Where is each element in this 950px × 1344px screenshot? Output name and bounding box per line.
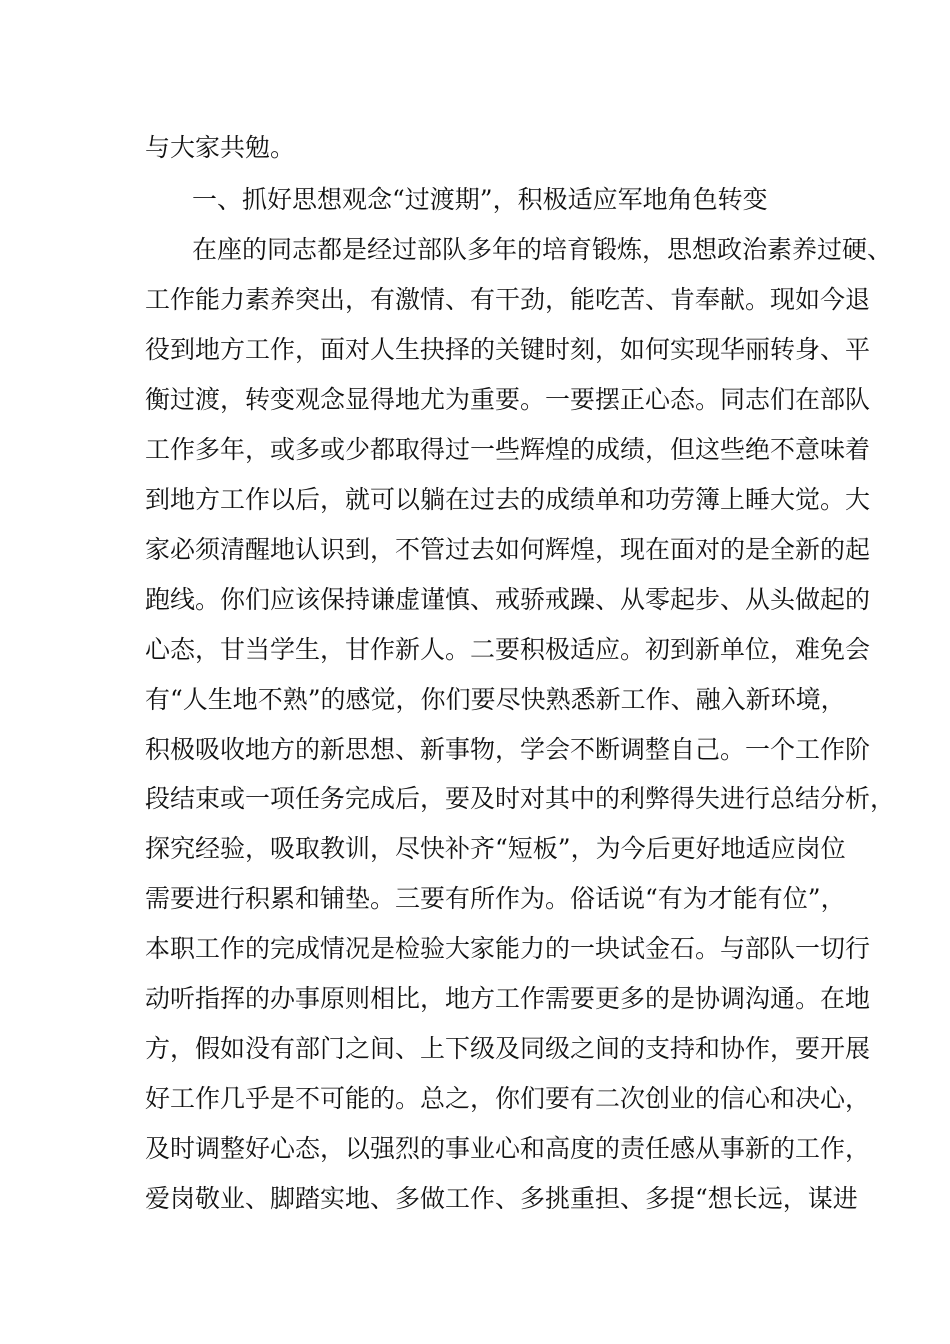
text-line: 需要进行积累和铺垫。三要有所作为。俗话说“有为才能有位”， xyxy=(145,884,846,913)
text-line: 方，假如没有部门之间、上下级及同级之间的支持和协作，要开展 xyxy=(145,1034,871,1063)
text-line: 探究经验，吸取教训，尽快补齐“短板”，为今后更好地适应岗位 xyxy=(145,834,846,863)
text-line: 爱岗敬业、脚踏实地、多做工作、多挑重担、多提“想长远，谋进 xyxy=(145,1184,858,1213)
text-line: 动听指挥的办事原则相比，地方工作需要更多的是协调沟通。在地 xyxy=(145,984,871,1013)
text-line: 家必须清醒地认识到，不管过去如何辉煌，现在面对的是全新的起 xyxy=(145,535,871,564)
text-line: 工作能力素养突出，有激情、有干劲，能吃苦、肯奉献。现如今退 xyxy=(145,285,871,314)
text-line: 工作多年，或多或少都取得过一些辉煌的成绩，但这些绝不意味着 xyxy=(145,435,871,464)
text-line: 好工作几乎是不可能的。总之，你们要有二次创业的信心和决心， xyxy=(145,1084,871,1113)
text-line: 积极吸收地方的新思想、新事物，学会不断调整自己。一个工作阶 xyxy=(145,735,871,764)
text-line: 有“人生地不熟”的感觉，你们要尽快熟悉新工作、融入新环境， xyxy=(145,685,846,714)
text-line: 心态，甘当学生，甘作新人。二要积极适应。初到新单位，难免会 xyxy=(145,635,871,664)
text-line: 跑线。你们应该保持谦虚谨慎、戒骄戒躁、从零起步、从头做起的 xyxy=(145,585,871,614)
text-line: 及时调整好心态，以强烈的事业心和高度的责任感从事新的工作， xyxy=(145,1134,871,1163)
section-heading: 一、抓好思想观念“过渡期”，积极适应军地角色转变 xyxy=(192,185,768,214)
text-line: 在座的同志都是经过部队多年的培育锻炼，思想政治素养过硬、 xyxy=(192,235,893,264)
text-line: 役到地方工作，面对人生抉择的关键时刻，如何实现华丽转身、平 xyxy=(145,335,871,364)
text-line: 衡过渡，转变观念显得地尤为重要。一要摆正心态。同志们在部队 xyxy=(145,385,871,414)
text-line: 与大家共勉。 xyxy=(145,133,296,162)
text-line: 本职工作的完成情况是检验大家能力的一块试金石。与部队一切行 xyxy=(145,934,871,963)
text-line: 段结束或一项任务完成后，要及时对其中的利弊得失进行总结分析， xyxy=(145,784,896,813)
text-line: 到地方工作以后，就可以躺在过去的成绩单和功劳簿上睡大觉。大 xyxy=(145,485,871,514)
